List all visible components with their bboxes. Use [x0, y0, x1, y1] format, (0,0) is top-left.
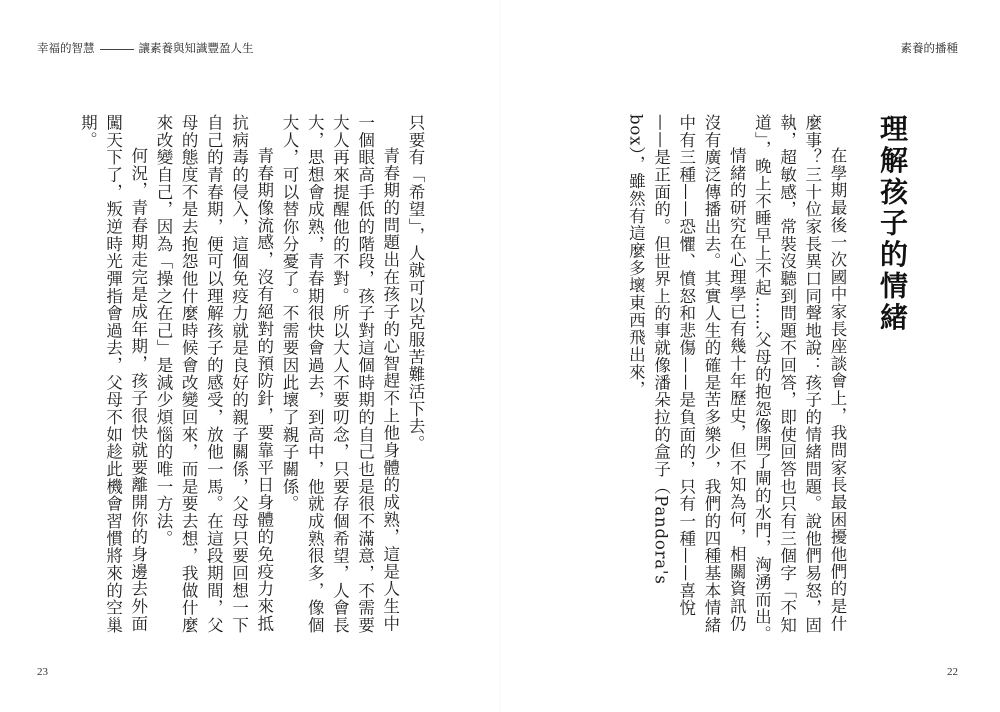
left-page-body	[75, 114, 428, 644]
paragraph-emotion-research: 情緒的研究在心理學已有幾十年歷史，但不知為何，相關資訊仍沒有廣泛傳播出去。其實人生的確是苦多樂少，我們的四種基本情緒中有三種——恐懼、憤怒和悲傷——是負面的，只有一種——喜悅——是正面的。但世界上的事就像潘朵拉的盒子（Pandora's box），雖然有這麼多壞東西飛出來，	[626, 114, 747, 634]
paragraph-flu-analogy: 青春期像流感，沒有絕對的預防針，要靠平日身體的免疫力來抵抗病毒的侵入，這個免疫力就是良好的親子關係，父母只要回想一下自己的青春期，便可以理解孩子的感受，放他一馬。在這段期間，父母的態度不是去抱怨他什麼時候會改變回來，而是要去想，我做什麼來改變自己，因為「操之在己」是減少煩惱的唯一方法。	[153, 114, 274, 634]
left-running-header	[37, 40, 254, 56]
page-number-left: 23	[37, 666, 48, 678]
page-number-right: 22	[947, 666, 958, 678]
paragraph-parent-meeting: 在學期最後一次國中家長座談會上，我問家長最困擾他們的是什麼事？三十位家長異口同聲地說：孩子的情緒問題。說他們易怒，固執，超敏感，常裝沒聽到問題不回答，即使回答也只有三個字「不知道」，晚上不睡早上不起……父母的抱怨像開了閘的水門，洶湧而出。	[752, 114, 847, 643]
right-running-header: 素養的播種	[900, 41, 958, 55]
right-page-body	[623, 114, 850, 644]
paragraph-adolescence-problem: 青春期的問題出在孩子的心智趕不上他身體的成熟，這是人生中一個眼高手低的階段，孩子對這個時期的自己也是很不滿意，不需要大人再來提醒他的不對。所以大人不要叨念，只要存個希望，人會長大，思想會成熟，青春期很快會過去，到高中，他就成熟很多，像個大人，可以替你分憂了。不需要因此壞了親子關係。	[279, 114, 400, 634]
paragraph-empty-nest: 何況，青春期走完是成年期，孩子很快就要離開你的身邊去外面闖天下了，叛逆時光彈指會過去，父母不如趁此機會習慣將來的空巢期。	[78, 114, 148, 634]
header-dash	[100, 49, 134, 50]
chapter-title: 理解孩子的情緒	[876, 114, 909, 334]
book-subtitle: 讓素養與知識豐盈人生	[138, 41, 254, 55]
book-title: 幸福的智慧	[37, 41, 95, 55]
paragraph-hope: 只要有「希望」，人就可以克服苦難活下去。	[406, 114, 425, 453]
book-gutter	[499, 0, 501, 712]
